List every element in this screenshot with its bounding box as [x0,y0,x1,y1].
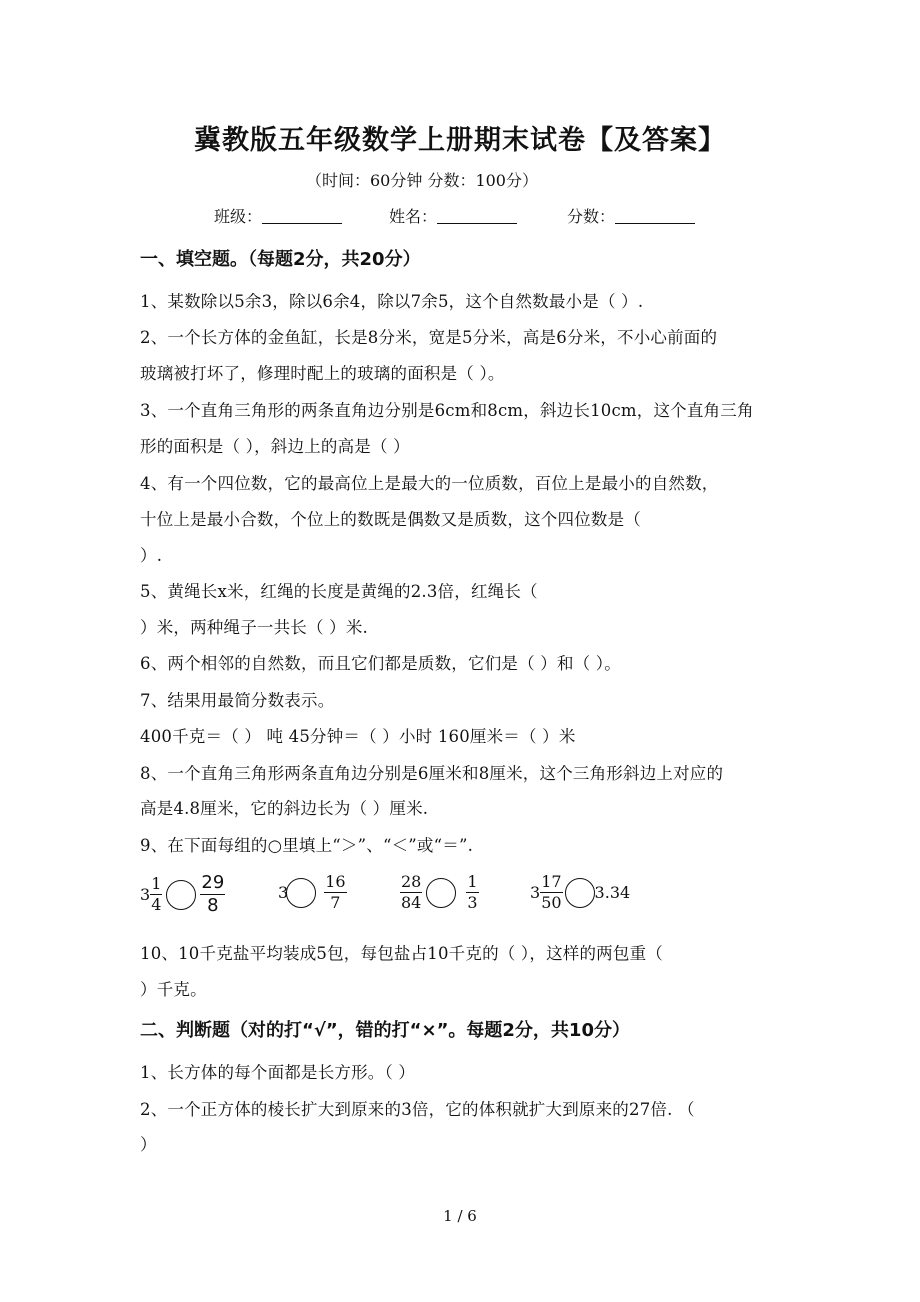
time-score: （时间：60分钟 分数：100分） [306,171,538,190]
score-label: 分数： [567,207,616,226]
compare-group-3 [400,872,479,913]
question-line: 形的面积是（ ），斜边上的高是（ ） [140,437,410,456]
compare-circle[interactable] [426,878,456,908]
fraction: $\frac{1}{3}$ [467,872,478,912]
question-line: 2、一个长方体的金鱼缸，长是8分米，宽是5分米，高是6分米，不小心前面的 [140,328,718,347]
question-line: 9、在下面每组的○里填上“＞”、“＜”或“＝”. [140,836,474,855]
class-blank[interactable] [262,207,342,224]
question-line: 5、黄绳长x米，红绳的长度是黄绳的2.3倍，红绳长（ [140,582,538,601]
score-field [567,204,695,227]
question-line: 6、两个相邻的自然数，而且它们都是质数，它们是（ ）和（ ）。 [140,654,621,673]
fraction: $\frac{29}{8}$ [201,872,225,916]
compare-circle[interactable] [166,880,196,910]
question-line: 十位上是最小合数，个位上的数既是偶数又是质数，这个四位数是（ [140,510,641,529]
question-line: 8、一个直角三角形两条直角边分别是6厘米和8厘米，这个三角形斜边上对应的 [140,764,724,783]
section1-heading: 一、填空题。（每题2分，共20分） [140,249,421,270]
class-label: 班级： [214,207,263,226]
fraction: $\frac{17}{50}$ [541,872,562,912]
question-line: ）. [140,546,163,565]
fraction: $\frac{16}{7}$ [325,872,346,912]
fraction: $\frac{1}{4}$ [151,874,162,914]
question-line: 2、一个正方体的棱长扩大到原来的3倍，它的体积就扩大到原来的27倍. （ [140,1100,695,1119]
question-line: 400千克＝（ ） 吨 45分钟＝（ ）小时 160厘米＝（ ）米 [140,727,576,746]
question-line: 高是4.8厘米，它的斜边长为（ ）厘米. [140,799,429,818]
fraction: $\frac{28}{84}$ [401,872,422,912]
compare-group-2 [278,872,347,913]
name-label: 姓名： [389,207,438,226]
decimal-number: 3.34 [594,883,631,902]
compare-circle[interactable] [565,878,595,908]
compare-group-1 [140,872,225,917]
whole-number: 3 [530,883,541,902]
class-field [214,204,342,227]
question-line: 10、10千克盐平均装成5包，每包盐占10千克的（ ），这样的两包重（ [140,944,663,963]
question-line: ）千克。 [140,980,207,999]
question-line: ）米，两种绳子一共长（ ）米. [140,618,368,637]
page-number: 1 / 6 [443,1207,477,1225]
question-line: 1、长方体的每个面都是长方形。（ ） [140,1063,416,1082]
question-line: ） [140,1135,157,1154]
whole-number: 3 [140,885,151,904]
question-line: 4、有一个四位数，它的最高位上是最大的一位质数，百位上是最小的自然数， [140,474,719,493]
whole-number: 3 [278,883,289,902]
question-line: 3、一个直角三角形的两条直角边分别是6cm和8cm，斜边长10cm，这个直角三角 [140,401,754,420]
name-blank[interactable] [437,207,517,224]
compare-circle[interactable] [286,878,316,908]
question-line: 1、某数除以5余3，除以6余4，除以7余5，这个自然数最小是（ ）. [140,292,644,311]
question-line: 7、结果用最简分数表示。 [140,691,335,710]
page-title: 冀教版五年级数学上册期末试卷【及答案】 [194,125,726,156]
name-field [389,204,517,227]
score-blank[interactable] [615,207,695,224]
section2-heading: 二、判断题（对的打“√”，错的打“×”。每题2分，共10分） [140,1020,630,1041]
compare-group-4 [530,872,630,913]
question-line: 玻璃被打坏了，修理时配上的玻璃的面积是（ ）。 [140,364,505,383]
